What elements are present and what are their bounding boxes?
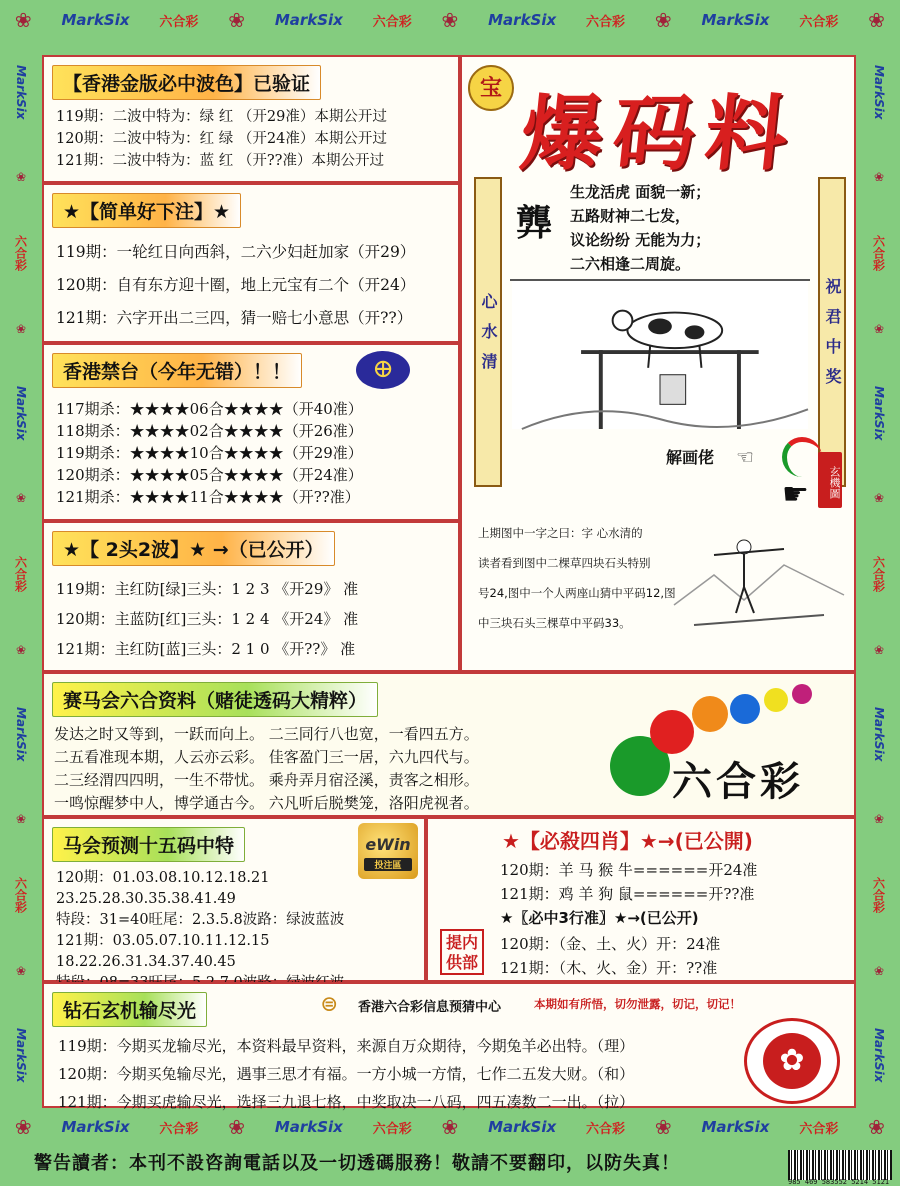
scroll-left: 心水清 [474,177,502,487]
panel-kill-table [42,343,460,521]
cow-illustration [510,279,810,429]
list-item: 18.22.26.31.34.37.40.45 [56,954,236,970]
panel-bomb-material [460,55,856,672]
panel-title: 【香港金版必中波色】已验证 [52,65,321,100]
list-item: 特段：31=40旺尾：2.3.5.8波路：绿波蓝波 [56,912,345,928]
explain-label: 解画佬 [666,448,715,467]
border-top [0,0,900,40]
panel-title: ★【必殺四肖】★→(已公開) [502,829,753,853]
poem-line: 五路财神二七发， [570,207,691,225]
flower-icon: ❀ [872,812,886,827]
pointing-hand-icon: ☜ [736,445,754,469]
border-brand-en: MarkSix [872,707,886,762]
panel-title: ★【简单好下注】★ [52,193,241,228]
panel-title: ★【 2头2波】★ →（已公开） [52,531,335,566]
riddle-line: 上期图中一字之曰：字 心水清的 [478,526,643,540]
ewin-sub: 投注區 [364,858,412,871]
list-item: 120期：（金、土、火）开：24准 [500,935,721,953]
flower-icon: ❀ [14,963,28,978]
traveler-illustration [674,525,844,635]
border-brand-en: MarkSix [274,1118,343,1136]
flower-icon: ❀ [441,8,459,32]
list-item: 121期：二波中特为：蓝 红 （开??准）本期公开过 [56,153,384,169]
notice: 本期如有所悟，切勿泄露，切记，切记！ [534,997,741,1011]
list-item: 118期杀：★★★★02合★★★★（开26准） [56,422,363,440]
sub-title: ★〖必中3行准〗★→(已公开) [500,909,699,927]
panel-two-heads [42,521,460,672]
border-brand-en: MarkSix [14,386,28,441]
flower-icon: ❀ [228,1115,245,1139]
flower-icon: ❀ [872,170,886,185]
panel-fifteen-codes [42,817,426,982]
verse-line: 二三经渭四四明，一生不带忧。 乘舟弄月宿泾溪，责客之相形。 [54,771,479,789]
border-brand-en: MarkSix [872,65,886,120]
panel-horse-racing [42,672,856,817]
border-brand-cn: 六合彩 [871,555,886,592]
ewin-text: eWin [365,835,411,854]
panel-easy-bet [42,183,460,343]
list-item: 121期：六字开出二三四，猜一赔七小意思（开??） [56,309,413,327]
verse-line: 发达之时又等到，一跃而向上。 二三同行八也宽，一看四五方。 [54,725,479,743]
list-item: 120期：主蓝防[红]三头：1 2 4 《开24》 准 [56,610,359,628]
border-brand-en: MarkSix [14,707,28,762]
flower-icon: ❀ [14,491,28,506]
list-item: 119期：主红防[绿]三头：1 2 3 《开29》 准 [56,580,359,598]
border-brand-cn: 六合彩 [372,1121,412,1137]
panel-title: 香港禁台（今年无错）！！ [52,353,302,388]
list-item: 121期杀：★★★★11合★★★★（开??准） [56,488,360,506]
border-brand-cn: 六合彩 [13,555,28,592]
border-brand-en: MarkSix [872,386,886,441]
center-name: 香港六合彩信息预猜中心 [358,1000,502,1015]
lottery-ball [650,710,694,754]
riddle-line: 中三块石头三棵草中平码33。 [478,616,631,630]
bauhinia-emblem-icon [744,1018,840,1104]
list-item: 120期：自有东方迎十圈，地上元宝有二个（开24） [56,276,416,294]
flower-icon: ❀ [14,812,28,827]
border-brand-cn: 六合彩 [799,1121,839,1137]
flower-icon: ❀ [872,963,886,978]
border-brand-en: MarkSix [488,11,557,29]
hand-icon: ☛ [782,477,809,512]
lottery-ball [764,688,788,712]
internal-supply-tag: 提内供部 [440,929,484,975]
border-brand-en: MarkSix [701,11,770,29]
border-brand-cn: 六合彩 [159,1121,199,1137]
list-item: 119期：今期买龙输尽光，本资料最早资料，来源自万众期待，今期兔羊必出特。（理） [58,1037,635,1055]
list-item: 23.25.28.30.35.38.41.49 [56,891,236,907]
barcode [788,1150,892,1180]
scroll-right: 祝君中奖 [818,177,846,487]
border-left [0,40,42,1108]
flower-icon: ❀ [228,8,245,32]
flower-icon: ❀ [654,1115,672,1139]
ewin-logo [358,823,418,879]
flower-icon: ❀ [872,642,886,657]
flower-icon: ❀ [872,321,886,336]
rainbow-icon [782,437,822,477]
border-brand-en: MarkSix [872,1028,886,1083]
poem-char: 龏 [516,202,553,244]
list-item: 117期杀：★★★★06合★★★★（开40准） [56,400,363,418]
list-item: 121期：鸡 羊 狗 鼠======开??准 [500,885,755,903]
list-item: 120期：01.03.08.10.12.18.21 [56,870,270,886]
flower-icon: ❀ [441,1115,459,1139]
border-brand-en: MarkSix [274,11,343,29]
flower-icon: ❀ [14,8,32,32]
list-item: 119期杀：★★★★10合★★★★（开29准） [56,444,363,462]
poem-line: 议论纷纷 无能为力； [570,231,711,249]
border-brand-cn: 六合彩 [586,14,626,30]
center-logo-icon: ⊜ [320,992,339,1017]
border-right [858,40,900,1108]
list-item: 120期：羊 马 猴 牛======开24准 [500,861,758,879]
border-brand-en: MarkSix [61,11,130,29]
xuanji-tag: 玄機圖 [818,452,842,508]
lottery-ball [792,684,812,704]
flower-icon: ❀ [14,321,28,336]
border-brand-en: MarkSix [61,1118,130,1136]
border-brand-cn: 六合彩 [13,876,28,913]
fortune-logo-icon: ⊕ [356,351,410,389]
flower-icon: ❀ [654,8,672,32]
panel-diamond [42,982,856,1111]
treasure-badge-icon: 宝 [468,65,514,111]
border-brand-cn: 六合彩 [586,1121,626,1137]
flower-icon: ❀ [868,1115,885,1139]
bauhinia-flower-icon: ✿ [763,1033,821,1089]
list-item: 120期：今期买兔输尽光，遇事三思才有福。一方小城一方情，七作二五发大财。（和） [58,1065,635,1083]
border-brand-cn: 六合彩 [871,235,886,271]
border-brand-cn: 六合彩 [159,14,199,30]
flower-icon: ❀ [14,1115,32,1139]
barcode-number: 985 469 583552 5214 5121 [788,1178,890,1186]
border-brand-en: MarkSix [488,1118,557,1136]
warning-text: 警告讀者：本刊不設咨詢電話以及一切透碼服務！敬請不要翻印，以防失真！ [0,1146,900,1186]
border-brand-cn: 六合彩 [871,876,886,913]
flower-icon: ❀ [872,491,886,506]
border-brand-cn: 六合彩 [13,235,28,271]
panel-title: 赛马会六合资料（赌徒透码大精粹） [52,682,378,717]
list-item: 121期：今期买虎输尽光，选择三九退七格，中奖取决一八码，四五凑数二一出。（拉） [58,1093,635,1111]
panel-title: 马会预测十五码中特 [52,827,245,862]
list-item: 121期：（木、火、金）开：??准 [500,959,718,977]
lottery-ball [730,694,760,724]
panel-kill-four [426,817,856,982]
verse-line: 二五看准现本期，人云亦云彩。 佳客盈门三一居，六九四代与。 [54,748,479,766]
brand-name: 六合彩 [672,759,804,805]
list-item: 120期杀：★★★★05合★★★★（开24准） [56,466,363,484]
panel-title: 钻石玄机输尽光 [52,992,207,1027]
list-item: 121期：主红防[蓝]三头：2 1 0 《开??》 准 [56,640,356,658]
panel-wave-color [42,55,460,183]
border-brand-en: MarkSix [14,65,28,120]
border-brand-en: MarkSix [14,1028,28,1083]
poem-box [510,177,810,273]
list-item: 120期：二波中特为：红 绿 （开24准）本期公开过 [56,131,387,147]
list-item: 119期：二波中特为：绿 红 （开29准）本期公开过 [56,109,387,125]
border-brand-cn: 六合彩 [799,14,839,30]
lottery-ball [692,696,728,732]
list-item: 121期：03.05.07.10.11.12.15 [56,933,270,949]
poem-line: 二六相逢二周旋。 [570,255,691,273]
flower-icon: ❀ [14,642,28,657]
border-brand-en: MarkSix [701,1118,770,1136]
poem-line: 生龙活虎 面貌一新； [570,183,711,201]
riddle-line: 号24,图中一个人两座山猜中平码12,图 [478,586,676,600]
flower-icon: ❀ [14,170,28,185]
bomb-title: 爆码料 [516,86,803,182]
verse-line: 一鸣惊醒梦中人，博学通古今。 六凡听后脱樊笼，洛阳虎视者。 [54,794,479,812]
riddle-line: 读者看到图中二棵草四块石头特别 [478,556,651,570]
flower-icon: ❀ [868,8,885,32]
border-brand-cn: 六合彩 [372,14,412,30]
list-item: 119期：一轮红日向西斜，二六少妇赶加家（开29） [56,243,416,261]
